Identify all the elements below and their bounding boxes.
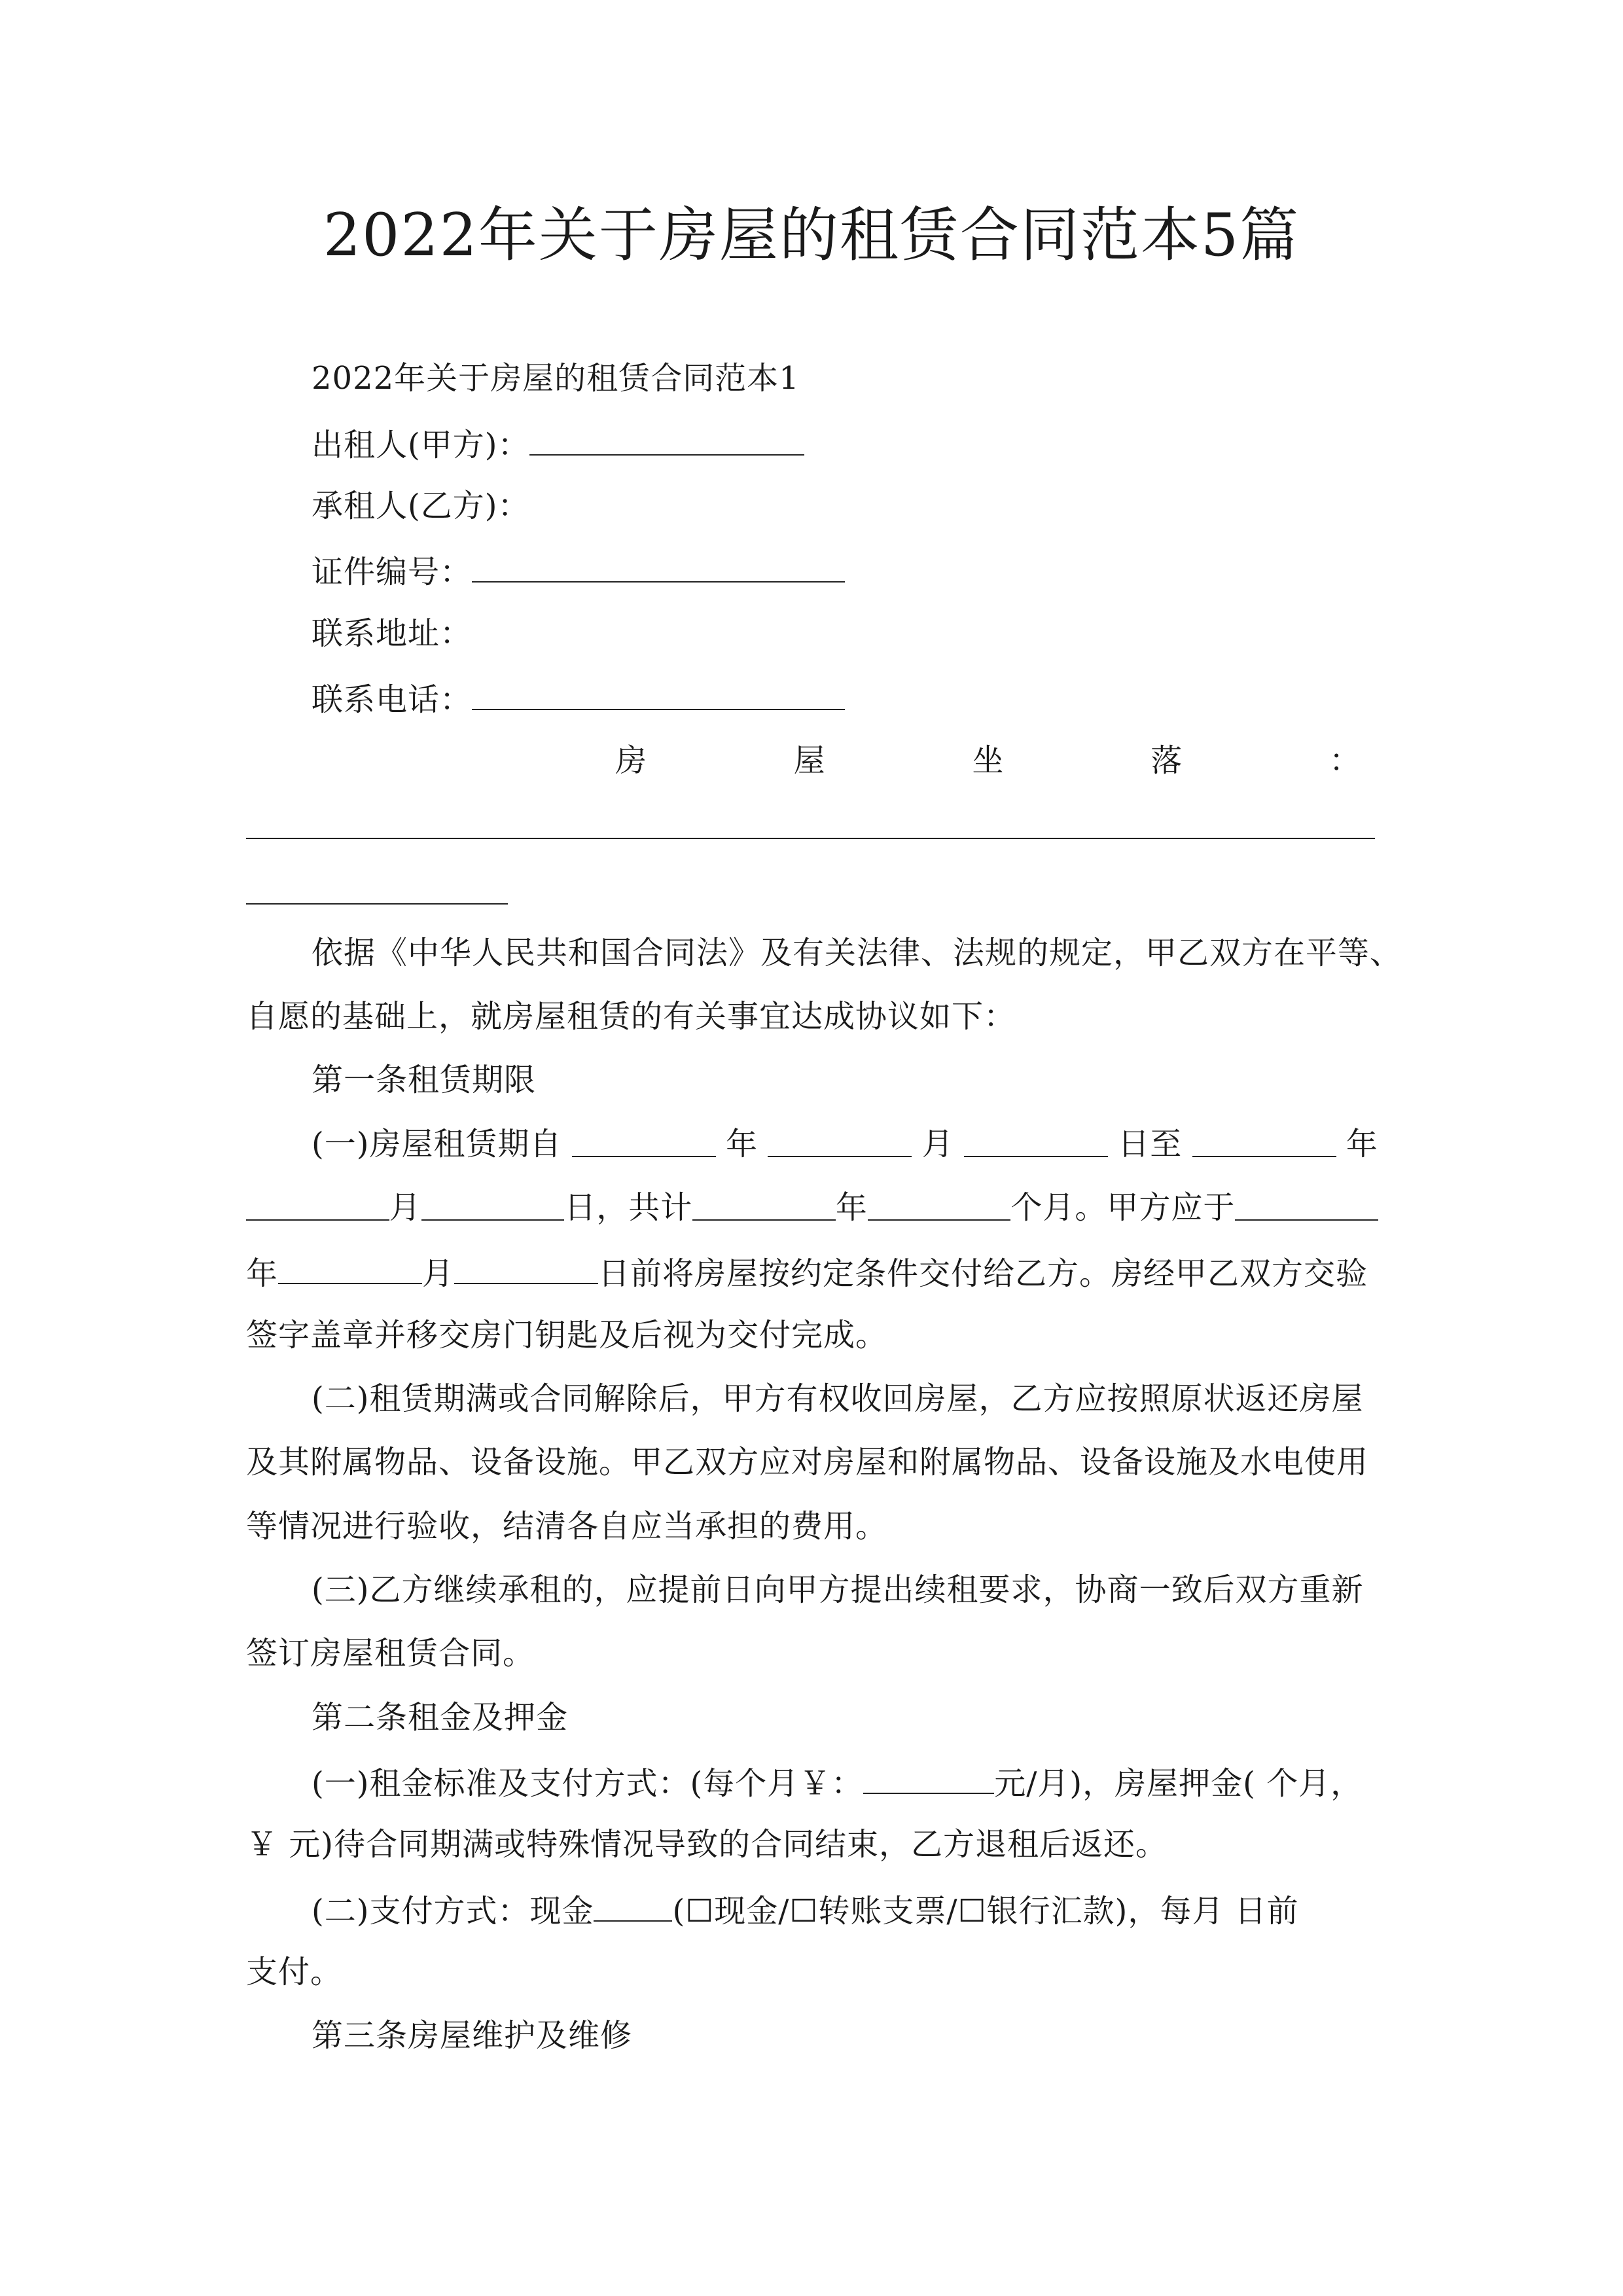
article-1-1-line <box>312 1124 1378 1164</box>
lessor-label: 出租人(甲方)： <box>312 427 530 463</box>
text-segment: 元/月)，房屋押金( 个月， <box>994 1765 1363 1802</box>
text-segment: 年 <box>1346 1126 1378 1162</box>
article-1-2-line: 及其附属物品、设备设施。甲乙双方应对房屋和附属物品、设备设施及水电使用 <box>246 1444 1369 1480</box>
article-2-1-line <box>312 1761 1444 1803</box>
text-segment: 月 <box>422 1255 455 1292</box>
lessee-label: 承租人(乙方)： <box>312 488 530 524</box>
basis-paragraph: 依据《中华人民共和国合同法》及有关法律、法规的规定，甲乙双方在平等、 <box>312 935 1402 971</box>
blank <box>692 1188 836 1221</box>
id-number-line <box>312 550 1444 592</box>
text-segment: 月 <box>389 1189 421 1226</box>
year-blank <box>572 1124 716 1157</box>
rent-blank <box>863 1761 994 1794</box>
text-segment: 个月。甲方应于 <box>1010 1189 1236 1226</box>
text-segment: 日前将房屋按约定条件交付给乙方。房经甲乙双方交验 <box>598 1255 1368 1292</box>
phone-line <box>312 677 1444 719</box>
text-segment: 年 <box>246 1255 279 1292</box>
location-blank-line-short <box>246 903 508 905</box>
location-blank-line <box>246 838 1375 839</box>
phone-label: 联系电话： <box>312 681 473 718</box>
text-segment: 月 <box>921 1126 954 1162</box>
article-1-3-line: (三)乙方继续承租的，应提前日向甲方提出续租要求，协商一致后双方重新 <box>312 1571 1364 1608</box>
article-1-title: 第一条租赁期限 <box>312 1062 537 1098</box>
id-number-blank <box>472 550 845 583</box>
blank <box>868 1188 1011 1221</box>
lessor-blank <box>529 423 804 456</box>
article-3-title: 第三条房屋维护及维修 <box>312 2017 633 2054</box>
location-char: ： <box>1329 742 1361 779</box>
text-segment: (一)租金标准及支付方式：(每个月￥： <box>312 1765 864 1802</box>
location-char: 房 <box>615 742 648 779</box>
text-segment: (☐现金/☐转账支票/☐银行汇款)，每月 日前 <box>672 1893 1299 1929</box>
article-1-2-line: 等情况进行验收，结清各自应当承担的费用。 <box>246 1508 888 1545</box>
location-char: 屋 <box>793 742 826 779</box>
basis-paragraph: 自愿的基础上，就房屋租赁的有关事宜达成协议如下： <box>246 998 1016 1035</box>
article-1-1-line <box>246 1188 1378 1227</box>
article-2-title: 第二条租金及押金 <box>312 1699 569 1736</box>
text-segment: (一)房屋租赁期自 <box>312 1126 562 1162</box>
article-2-2-line: 支付。 <box>246 1954 343 1990</box>
payment-blank <box>594 1889 672 1922</box>
id-number-label: 证件编号： <box>312 554 473 590</box>
article-1-2-line: (二)租赁期满或合同解除后，甲方有权收回房屋，乙方应按照原状返还房屋 <box>312 1380 1364 1417</box>
house-location-line <box>615 741 1361 780</box>
article-2-1-line: ￥ 元)待合同期满或特殊情况导致的合同结束，乙方退租后返还。 <box>246 1826 1168 1863</box>
text-segment: 年 <box>835 1189 868 1226</box>
address-label: 联系地址： <box>312 615 473 652</box>
blank <box>454 1251 598 1284</box>
text-segment: 年 <box>726 1126 758 1162</box>
day-blank <box>964 1124 1108 1157</box>
article-1-1-line: 签字盖章并移交房门钥匙及后视为交付完成。 <box>246 1317 888 1354</box>
blank <box>421 1188 565 1221</box>
text-segment: (二)支付方式：现金 <box>312 1893 594 1929</box>
phone-blank <box>472 677 845 710</box>
contract-subtitle: 2022年关于房屋的租赁合同范本1 <box>312 360 800 397</box>
blank <box>1235 1188 1378 1221</box>
year-blank <box>1192 1124 1336 1157</box>
text-segment: 日至 <box>1118 1126 1183 1162</box>
month-blank <box>768 1124 912 1157</box>
article-1-3-line: 签订房屋租赁合同。 <box>246 1635 535 1672</box>
document-title: 2022年关于房屋的租赁合同范本5篇 <box>323 201 1300 270</box>
article-2-2-line <box>312 1889 1444 1931</box>
blank <box>246 1188 389 1221</box>
location-char: 坐 <box>972 742 1005 779</box>
blank <box>278 1251 422 1284</box>
article-1-1-line <box>246 1251 1378 1293</box>
text-segment: 日，共计 <box>564 1189 693 1226</box>
lessor-line <box>312 423 1444 465</box>
location-char: 落 <box>1150 742 1183 779</box>
